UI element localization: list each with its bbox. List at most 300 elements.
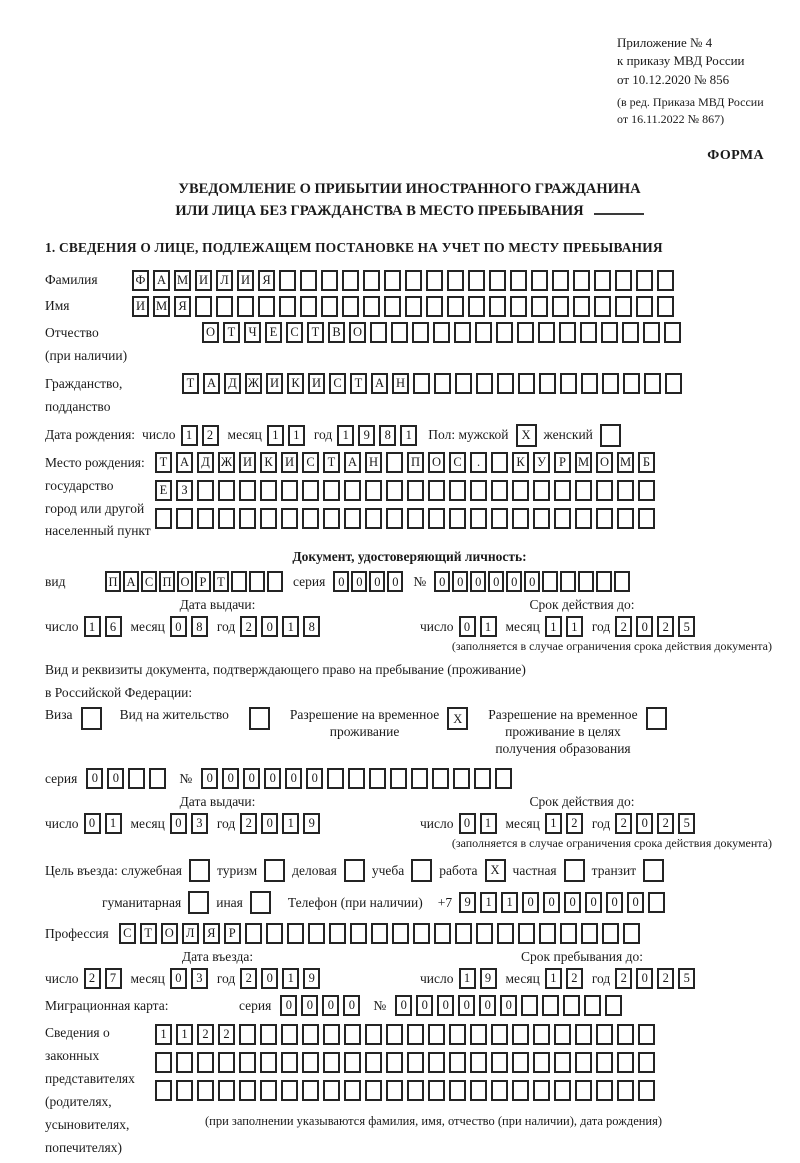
char-cell: [512, 508, 529, 529]
purpose-official-checkbox[interactable]: [189, 859, 210, 882]
char-cell: Ч: [244, 322, 261, 343]
char-cell: [300, 270, 317, 291]
char-cell: [447, 296, 464, 317]
char-cell: [386, 452, 403, 473]
char-cell: [596, 508, 613, 529]
char-cell: [384, 270, 401, 291]
char-cell: 0: [522, 892, 539, 913]
char-cell: О: [596, 452, 613, 473]
char-cell: [300, 296, 317, 317]
char-cell: 1: [480, 813, 497, 834]
char-cell: [370, 322, 387, 343]
appendix-line: к приказу МВД России: [617, 53, 745, 69]
res-valid-day-field[interactable]: [459, 813, 501, 834]
representatives-note: (при заполнении указываются фамилия, имя, отчество (при наличии), дата рождения): [205, 1114, 663, 1129]
char-cell: Н: [392, 373, 409, 394]
char-cell: 0: [459, 813, 476, 834]
char-cell: [468, 270, 485, 291]
char-cell: [491, 508, 508, 529]
char-cell: [155, 508, 172, 529]
char-cell: [489, 296, 506, 317]
char-cell: [470, 508, 487, 529]
visa-label: Виза: [45, 707, 73, 723]
char-cell: [455, 373, 472, 394]
day-label: число: [45, 618, 79, 634]
visa-checkbox[interactable]: [81, 707, 102, 730]
char-cell: 0: [434, 571, 450, 592]
char-cell: 8: [379, 425, 396, 446]
char-cell: 5: [678, 616, 695, 637]
char-cell: [434, 923, 451, 944]
char-cell: [405, 270, 422, 291]
char-cell: [605, 995, 622, 1016]
char-cell: 1: [545, 813, 562, 834]
char-cell: [342, 270, 359, 291]
purpose-work-label: работа: [439, 862, 478, 878]
purpose-business-checkbox[interactable]: [344, 859, 365, 882]
stay-until-heading: Срок пребывания до:: [521, 949, 643, 965]
char-cell: [189, 859, 210, 882]
id-restriction-note: (заполняется в случае ограничения срока действия документа): [451, 639, 772, 654]
birth-year-field[interactable]: [337, 425, 421, 446]
char-cell: [560, 923, 577, 944]
char-cell: 1: [545, 968, 562, 989]
char-cell: [264, 859, 285, 882]
char-cell: [245, 923, 262, 944]
char-cell: [510, 296, 527, 317]
char-cell: 0: [222, 768, 239, 789]
char-cell: [623, 923, 640, 944]
char-cell: 0: [627, 892, 644, 913]
char-cell: [390, 768, 407, 789]
day-label: число: [420, 815, 454, 831]
char-cell: [197, 480, 214, 501]
char-cell: [533, 1052, 550, 1073]
form-title: [45, 178, 774, 223]
char-cell: [413, 373, 430, 394]
char-cell: [497, 923, 514, 944]
residence-doc-line2: в Российской Федерации:: [45, 685, 193, 701]
char-cell: [449, 1080, 466, 1101]
day-label: число: [420, 970, 454, 986]
char-cell: Д: [197, 452, 214, 473]
mig-number-field[interactable]: [395, 995, 626, 1016]
char-cell: [531, 296, 548, 317]
char-cell: [643, 859, 664, 882]
char-cell: [428, 1080, 445, 1101]
profession-label: Профессия: [45, 925, 109, 941]
char-cell: [260, 1080, 277, 1101]
char-cell: [643, 322, 660, 343]
day-label: число: [45, 815, 79, 831]
char-cell: [584, 995, 601, 1016]
char-cell: [622, 322, 639, 343]
char-cell: [81, 707, 102, 730]
char-cell: [533, 508, 550, 529]
char-cell: 2: [657, 813, 674, 834]
id-issue-year-field[interactable]: [240, 616, 324, 637]
char-cell: [470, 480, 487, 501]
char-cell: [542, 995, 559, 1016]
char-cell: 1: [480, 892, 497, 913]
char-cell: [363, 296, 380, 317]
char-cell: С: [302, 452, 319, 473]
char-cell: 2: [218, 1024, 235, 1045]
char-cell: [623, 373, 640, 394]
char-cell: 0: [387, 571, 403, 592]
char-cell: Т: [307, 322, 324, 343]
char-cell: 9: [358, 425, 375, 446]
char-cell: Т: [213, 571, 229, 592]
purpose-other-checkbox[interactable]: [250, 891, 271, 914]
res-series-field[interactable]: [86, 768, 170, 789]
stay-year-field[interactable]: [615, 968, 699, 989]
char-cell: 9: [303, 968, 320, 989]
char-cell: С: [329, 373, 346, 394]
form-title-line1: УВЕДОМЛЕНИЕ О ПРИБЫТИИ ИНОСТРАННОГО ГРАЖДАНИНА: [178, 180, 641, 197]
id-issue-month-field[interactable]: [170, 616, 212, 637]
doc-kind-label: вид: [45, 573, 66, 589]
purpose-other-label: иная: [216, 894, 243, 910]
birth-date-group: [142, 425, 421, 446]
res-issue-year-field[interactable]: [240, 813, 324, 834]
month-label: месяц: [227, 427, 262, 443]
year-label: год: [313, 427, 333, 443]
char-cell: 0: [333, 571, 349, 592]
res-issue-month-field[interactable]: [170, 813, 212, 834]
char-cell: Л: [216, 270, 233, 291]
char-cell: [239, 1080, 256, 1101]
entry-year-field[interactable]: [240, 968, 324, 989]
char-cell: З: [176, 480, 193, 501]
char-cell: [218, 480, 235, 501]
doc-number-field[interactable]: [434, 571, 632, 592]
char-cell: 0: [351, 571, 367, 592]
char-cell: 1: [566, 616, 583, 637]
char-cell: [617, 480, 634, 501]
purpose-study-checkbox[interactable]: [411, 859, 432, 882]
doc-series-field[interactable]: [333, 571, 405, 592]
char-cell: Р: [195, 571, 211, 592]
char-cell: [281, 1024, 298, 1045]
char-cell: [539, 373, 556, 394]
char-cell: [407, 1080, 424, 1101]
char-cell: [281, 1080, 298, 1101]
char-cell: Б: [638, 452, 655, 473]
id-valid-month-field[interactable]: [545, 616, 587, 637]
char-cell: [554, 508, 571, 529]
char-cell: [218, 508, 235, 529]
char-cell: А: [153, 270, 170, 291]
char-cell: М: [174, 270, 191, 291]
char-cell: Т: [155, 452, 172, 473]
char-cell: У: [533, 452, 550, 473]
patronymic-field[interactable]: [202, 322, 685, 343]
entry-day-field[interactable]: [84, 968, 126, 989]
char-cell: [258, 296, 275, 317]
res-valid-until-heading: Срок действия до:: [529, 794, 635, 810]
month-label: месяц: [130, 815, 165, 831]
char-cell: К: [260, 452, 277, 473]
char-cell: 5: [678, 968, 695, 989]
purpose-official-label: Цель въезда: служебная: [45, 862, 182, 878]
char-cell: [617, 1080, 634, 1101]
representatives-row1[interactable]: [155, 1024, 662, 1045]
char-cell: [428, 480, 445, 501]
char-cell: 2: [566, 813, 583, 834]
char-cell: 0: [343, 995, 360, 1016]
res-valid-year-field[interactable]: [615, 813, 699, 834]
char-cell: .: [470, 452, 487, 473]
char-cell: [554, 1052, 571, 1073]
char-cell: [426, 270, 443, 291]
surname-label: Фамилия: [45, 272, 98, 288]
char-cell: [260, 1024, 277, 1045]
char-cell: 0: [564, 892, 581, 913]
char-cell: Н: [365, 452, 382, 473]
profession-field[interactable]: [119, 923, 644, 944]
char-cell: [491, 1080, 508, 1101]
purpose-transit-checkbox[interactable]: [643, 859, 664, 882]
char-cell: 0: [280, 995, 297, 1016]
char-cell: [657, 296, 674, 317]
char-cell: [617, 1024, 634, 1045]
birth-place-row2[interactable]: [155, 480, 659, 501]
doc-number-label: №: [413, 573, 427, 589]
char-cell: [260, 508, 277, 529]
char-cell: [281, 480, 298, 501]
purpose-work-checkbox[interactable]: [485, 859, 506, 882]
birth-place-row3[interactable]: [155, 508, 659, 529]
month-label: месяц: [505, 970, 540, 986]
char-cell: [533, 1080, 550, 1101]
char-cell: 0: [543, 892, 560, 913]
char-cell: 8: [191, 616, 208, 637]
char-cell: 1: [480, 616, 497, 637]
char-cell: [491, 1052, 508, 1073]
char-cell: А: [344, 452, 361, 473]
year-label: год: [216, 970, 236, 986]
char-cell: [428, 1052, 445, 1073]
res-number-field[interactable]: [201, 768, 516, 789]
char-cell: М: [153, 296, 170, 317]
doc-kind-field[interactable]: [105, 571, 285, 592]
char-cell: 9: [480, 968, 497, 989]
char-cell: [176, 1080, 193, 1101]
char-cell: [239, 508, 256, 529]
char-cell: [596, 571, 612, 592]
char-cell: [371, 923, 388, 944]
char-cell: [648, 892, 665, 913]
char-cell: [384, 296, 401, 317]
mig-series-field[interactable]: [280, 995, 364, 1016]
char-cell: С: [141, 571, 157, 592]
res-issue-day-field[interactable]: [84, 813, 126, 834]
char-cell: [491, 452, 508, 473]
char-cell: 0: [416, 995, 433, 1016]
char-cell: [365, 480, 382, 501]
char-cell: И: [239, 452, 256, 473]
char-cell: 2: [615, 616, 632, 637]
char-cell: [216, 296, 233, 317]
char-cell: [260, 480, 277, 501]
char-cell: [363, 270, 380, 291]
char-cell: 2: [615, 968, 632, 989]
char-cell: [386, 1080, 403, 1101]
purpose-humanitarian-checkbox[interactable]: [188, 891, 209, 914]
char-cell: [554, 1080, 571, 1101]
name-field[interactable]: [132, 296, 678, 317]
representatives-row3[interactable]: [155, 1080, 662, 1101]
representatives-row2[interactable]: [155, 1052, 662, 1073]
char-cell: М: [575, 452, 592, 473]
birth-date-label: Дата рождения:: [45, 427, 136, 443]
form-title-line2: ИЛИ ЛИЦА БЕЗ ГРАЖДАНСТВА В МЕСТО ПРЕБЫВАНИЯ: [175, 203, 584, 220]
char-cell: [323, 1024, 340, 1045]
id-issue-day-field[interactable]: [84, 616, 126, 637]
char-cell: [308, 923, 325, 944]
temp-permit-checkbox[interactable]: [447, 707, 468, 730]
day-label: число: [45, 970, 79, 986]
birth-day-field[interactable]: [181, 425, 223, 446]
char-cell: [426, 296, 443, 317]
char-cell: [518, 373, 535, 394]
char-cell: 0: [86, 768, 103, 789]
char-cell: 0: [170, 968, 187, 989]
entry-month-field[interactable]: [170, 968, 212, 989]
char-cell: [149, 768, 166, 789]
char-cell: [447, 270, 464, 291]
edu-permit-checkbox[interactable]: [646, 707, 667, 730]
char-cell: И: [266, 373, 283, 394]
char-cell: И: [281, 452, 298, 473]
char-cell: [470, 1052, 487, 1073]
surname-field[interactable]: [132, 270, 678, 291]
id-valid-year-field[interactable]: [615, 616, 699, 637]
purpose-private-checkbox[interactable]: [564, 859, 585, 882]
char-cell: [237, 296, 254, 317]
char-cell: [617, 1052, 634, 1073]
migration-card-label: Миграционная карта:: [45, 997, 169, 1013]
char-cell: О: [428, 452, 445, 473]
phone-field[interactable]: [459, 892, 669, 913]
char-cell: [638, 508, 655, 529]
char-cell: 0: [107, 768, 124, 789]
id-valid-until-heading: Срок действия до:: [529, 597, 635, 613]
char-cell: [267, 571, 283, 592]
char-cell: [575, 1052, 592, 1073]
res-series-label: серия: [45, 770, 78, 786]
char-cell: 2: [240, 813, 257, 834]
char-cell: Т: [140, 923, 157, 944]
char-cell: [302, 480, 319, 501]
char-cell: [348, 768, 365, 789]
month-label: месяц: [130, 618, 165, 634]
res-issue-date-heading: Дата выдачи:: [179, 794, 256, 810]
char-cell: [602, 373, 619, 394]
char-cell: [664, 322, 681, 343]
char-cell: 5: [678, 813, 695, 834]
char-cell: 0: [285, 768, 302, 789]
birth-month-field[interactable]: [267, 425, 309, 446]
char-cell: [596, 480, 613, 501]
char-cell: Т: [182, 373, 199, 394]
res-valid-month-field[interactable]: [545, 813, 587, 834]
temp-permit-label: Разрешение на временное проживание: [289, 707, 440, 740]
char-cell: [249, 571, 265, 592]
char-cell: [644, 373, 661, 394]
birth-place-row1[interactable]: [155, 452, 659, 473]
char-cell: П: [159, 571, 175, 592]
purpose-business-label: деловая: [292, 862, 337, 878]
edu-permit-label: Разрешение на временное проживание в целях получения образования: [488, 707, 638, 757]
id-valid-day-field[interactable]: [459, 616, 501, 637]
char-cell: 7: [105, 968, 122, 989]
char-cell: [564, 859, 585, 882]
month-label: месяц: [505, 815, 540, 831]
char-cell: [323, 508, 340, 529]
char-cell: [266, 923, 283, 944]
sex-male-checkbox[interactable]: [516, 424, 537, 447]
char-cell: 9: [459, 892, 476, 913]
char-cell: [600, 424, 621, 447]
char-cell: 2: [84, 968, 101, 989]
char-cell: 2: [202, 425, 219, 446]
res-number-label: №: [179, 770, 193, 786]
char-cell: [449, 1024, 466, 1045]
res-restriction-note: (заполняется в случае ограничения срока действия документа): [451, 836, 772, 851]
char-cell: 1: [105, 813, 122, 834]
char-cell: [369, 768, 386, 789]
char-cell: [575, 1024, 592, 1045]
purpose-tourism-checkbox[interactable]: [264, 859, 285, 882]
revision-line: от 16.11.2022 № 867): [617, 112, 725, 127]
char-cell: 2: [240, 968, 257, 989]
char-cell: [521, 995, 538, 1016]
sex-female-checkbox[interactable]: [600, 424, 621, 447]
char-cell: А: [371, 373, 388, 394]
citizenship-field[interactable]: [182, 373, 686, 394]
char-cell: [531, 270, 548, 291]
char-cell: 2: [657, 616, 674, 637]
char-cell: [538, 322, 555, 343]
residence-permit-checkbox[interactable]: [249, 707, 270, 730]
char-cell: И: [237, 270, 254, 291]
stay-day-field[interactable]: [459, 968, 501, 989]
char-cell: [302, 1024, 319, 1045]
char-cell: 0: [395, 995, 412, 1016]
char-cell: И: [195, 270, 212, 291]
residence-permit-label: Вид на жительство: [119, 707, 229, 723]
char-cell: [413, 923, 430, 944]
char-cell: [581, 373, 598, 394]
char-cell: Е: [155, 480, 172, 501]
char-cell: 0: [506, 571, 522, 592]
char-cell: [386, 1052, 403, 1073]
char-cell: [428, 1024, 445, 1045]
char-cell: [302, 1080, 319, 1101]
char-cell: 0: [500, 995, 517, 1016]
char-cell: [512, 1080, 529, 1101]
stay-month-field[interactable]: [545, 968, 587, 989]
char-cell: [176, 508, 193, 529]
char-cell: [533, 1024, 550, 1045]
char-cell: 1: [84, 616, 101, 637]
char-cell: 6: [105, 616, 122, 637]
char-cell: [665, 373, 682, 394]
char-cell: [646, 707, 667, 730]
char-cell: [476, 373, 493, 394]
